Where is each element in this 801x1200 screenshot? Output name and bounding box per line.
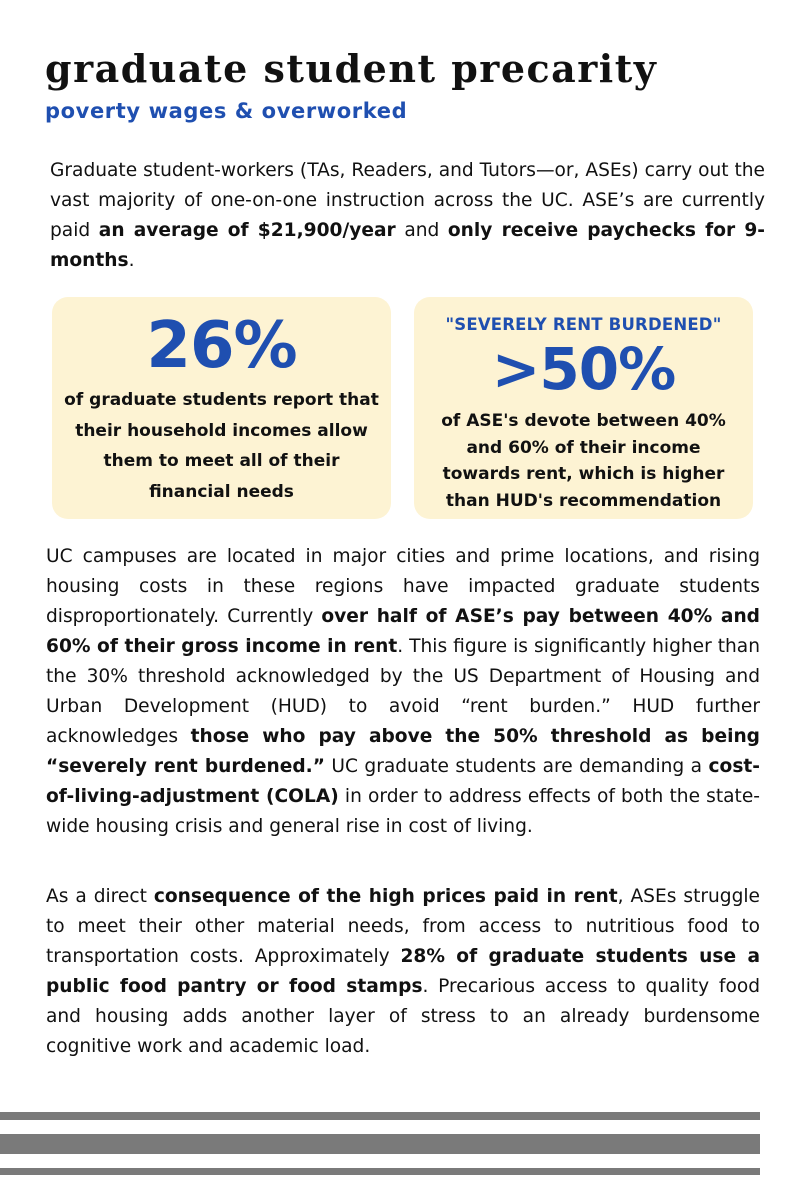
intro-text-2: and <box>395 220 448 241</box>
housing-bold-3: cost-of-living-adjustment (COLA) <box>46 756 760 807</box>
housing-bold-2: those who pay above the 50% threshold as being “severely rent burdened.” <box>46 726 760 777</box>
housing-bold-1: over half of ASE’s pay between 40% and 60% of their gross income in rent <box>46 606 760 657</box>
food-text-2: , ASEs struggle to meet their other material needs, from access to nutritious food to transportation costs. Approximately <box>46 886 760 967</box>
housing-text-4: in order to address effects of both the state-wide housing crisis and general rise in cost of living. <box>46 786 760 837</box>
stat-box-financial-needs <box>52 297 391 519</box>
food-paragraph <box>46 882 760 1062</box>
housing-text-2: . This figure is significantly higher than the 30% threshold acknowledged by the US Department of Housing and Urban Development (HUD) to avoid “rent burden.” HUD further acknowledges <box>46 636 760 747</box>
page-subtitle: poverty wages & overworked <box>45 99 408 123</box>
intro-text-3: . <box>128 250 135 271</box>
intro-bold-2: only receive paychecks for 9-months <box>50 220 765 271</box>
footer-stripe-thin-top <box>0 1112 760 1120</box>
stat-description-financial-needs: of graduate students report that their household incomes allow them to meet all of their financial needs <box>64 390 379 502</box>
page-title: graduate student precarity <box>45 46 658 91</box>
housing-paragraph <box>46 542 760 842</box>
housing-text-1: UC campuses are located in major cities and prime locations, and rising housing costs in these regions have impacted graduate students disproportionately. Currently <box>46 546 760 627</box>
footer-stripe-thick <box>0 1134 760 1154</box>
footer-stripe-thin-bottom <box>0 1168 760 1175</box>
intro-text-1: Graduate student-workers (TAs, Readers, and Tutors—or, ASEs) carry out the vast majority of one-on-one instruction across the UC. ASE’s are currently paid <box>50 160 765 241</box>
stat-label-severely-rent-burdened: "SEVERELY RENT BURDENED" <box>445 315 722 334</box>
stat-value-over-50-percent: >50% <box>491 335 676 403</box>
food-bold-2: 28% of graduate students use a public food pantry or food stamps <box>46 946 760 997</box>
stat-box-rent-burdened <box>414 297 753 519</box>
food-text-1: As a direct <box>46 886 154 907</box>
intro-bold-1: an average of $21,900/year <box>98 220 396 241</box>
stat-description-rent: of ASE's devote between 40% and 60% of their income towards rent, which is higher than HUD's recommendation <box>441 411 726 511</box>
intro-paragraph <box>50 156 765 276</box>
stat-value-26-percent: 26% <box>146 309 297 383</box>
food-bold-1: consequence of the high prices paid in rent <box>153 886 618 907</box>
housing-text-3: UC graduate students are demanding a <box>324 756 709 777</box>
food-text-3: . Precarious access to quality food and housing adds another layer of stress to an already burdensome cognitive work and academic load. <box>46 976 760 1057</box>
